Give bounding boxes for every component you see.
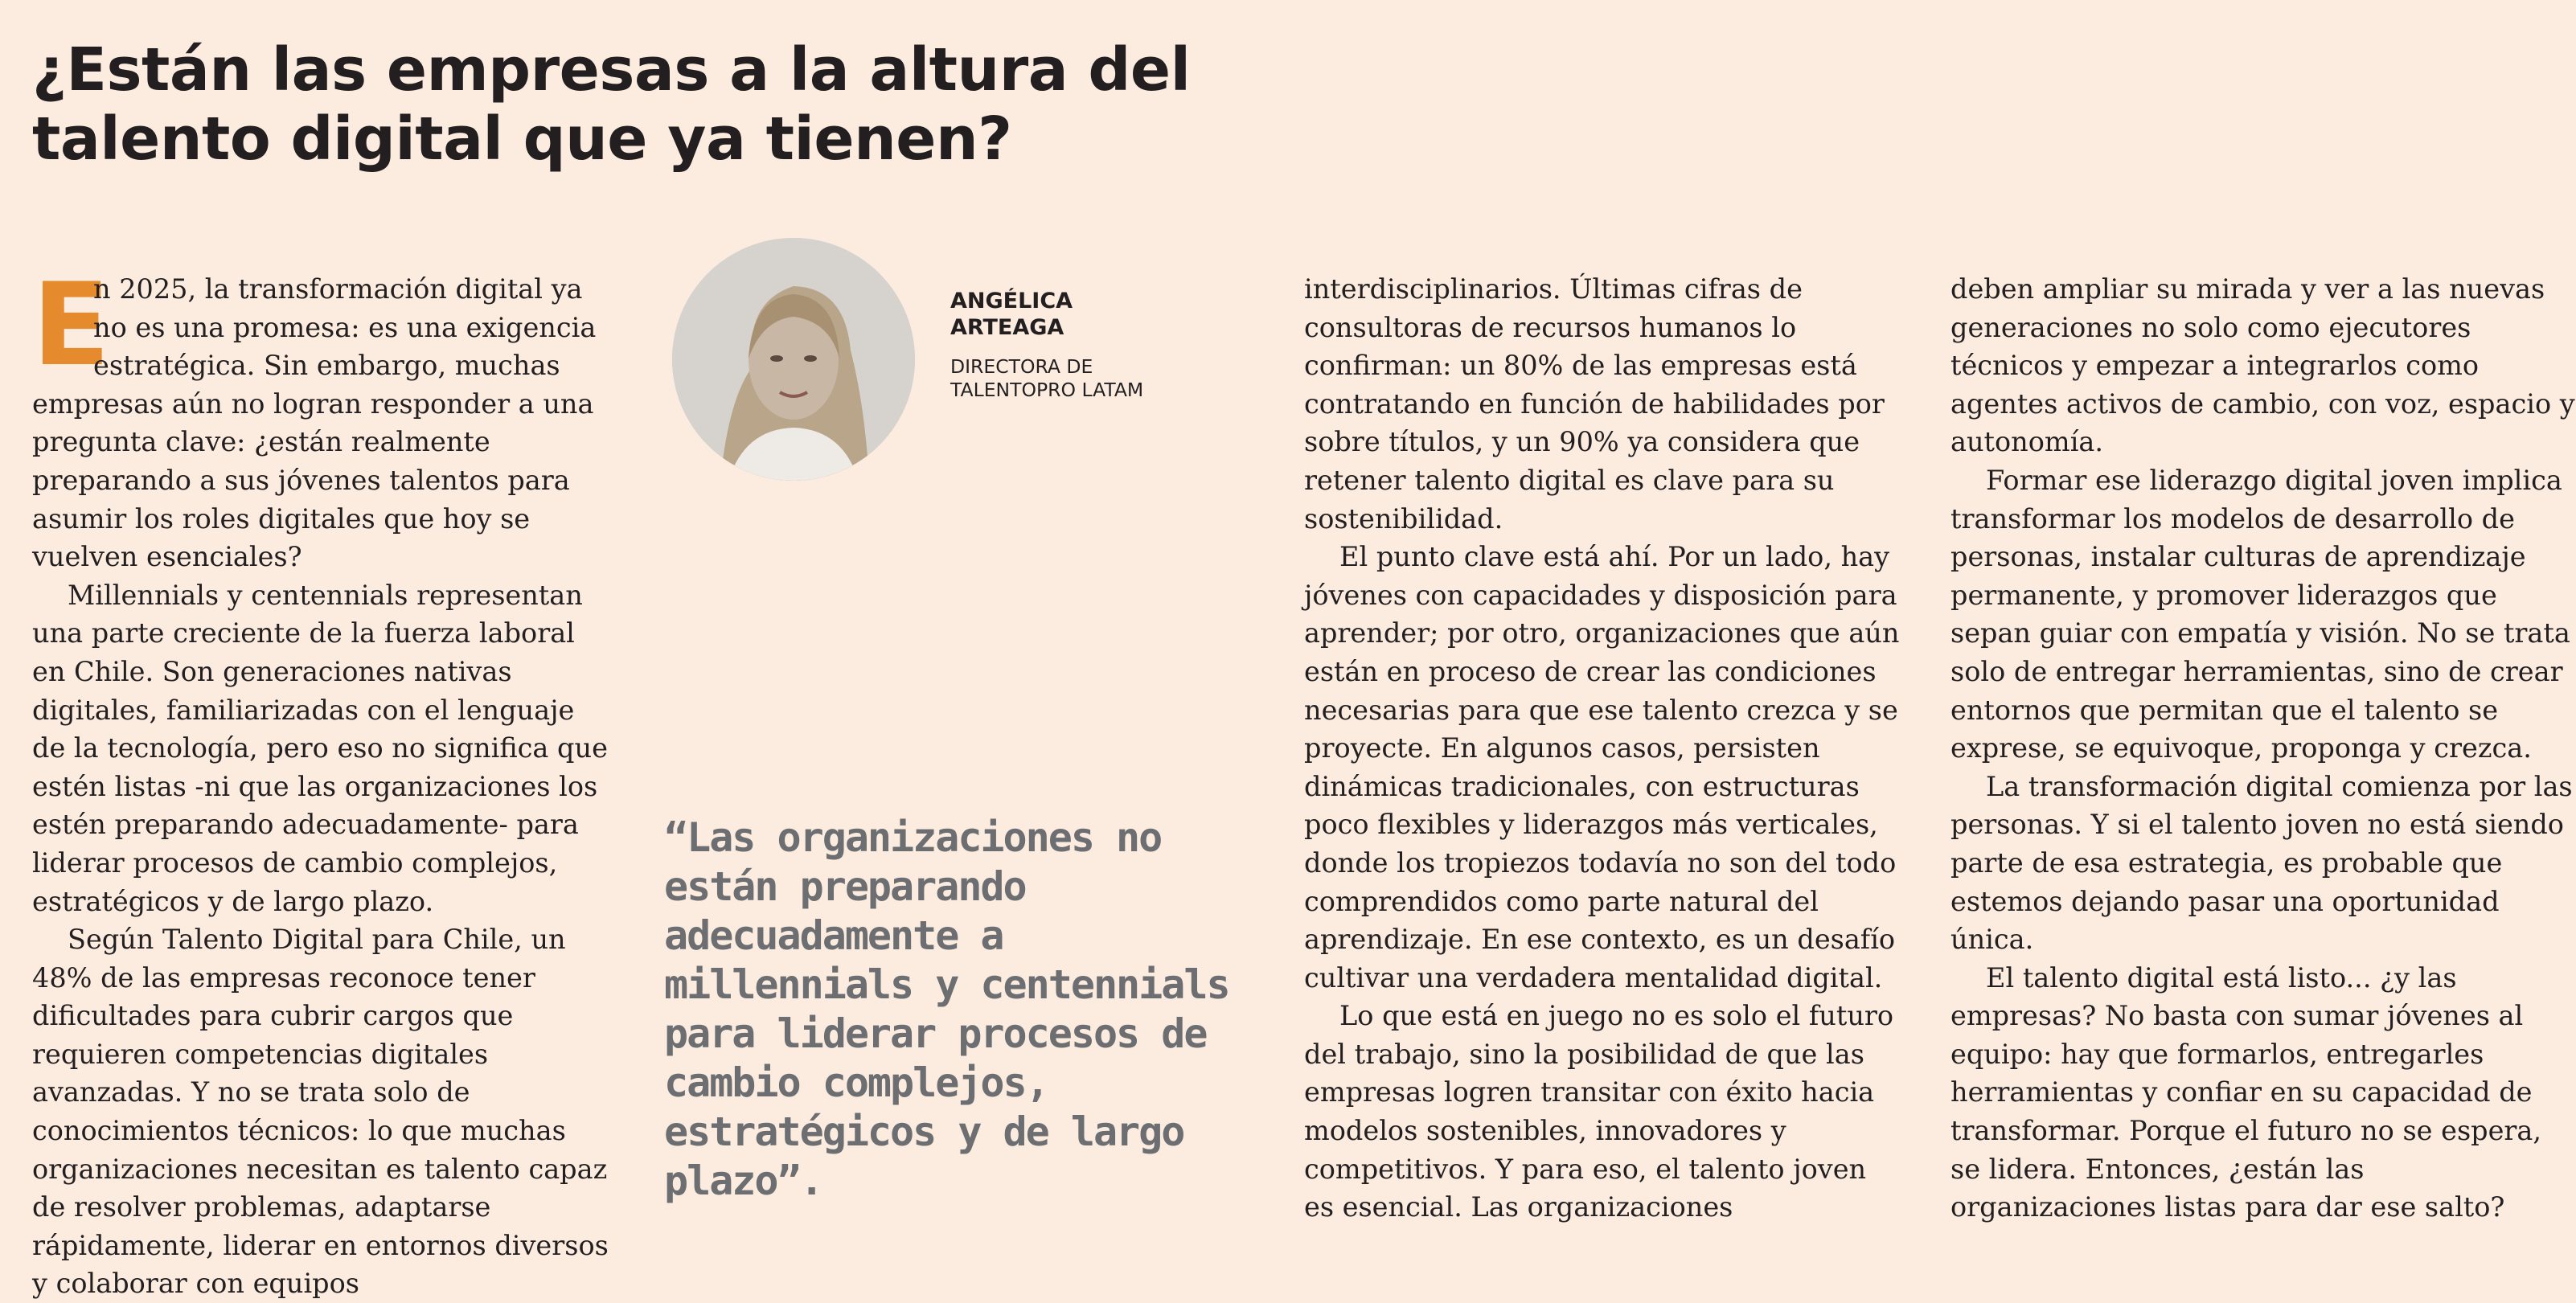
paragraph-hr-data: interdisciplinarios. Últimas cifras de consultoras de recursos humanos lo confirman: un 80% de las empresas está contratando en función de habilidades por sobre títulos, y un 90% ya considera que retener talento digital es clave para su sostenibilidad. <box>1304 273 1885 535</box>
paragraph-stakes: Lo que está en juego no es solo el futuro del trabajo, sino la posibilidad de que las empresas logren transitar con éxito hacia modelos sostenibles, innovadores y competitivos. Y para eso, el talento joven es esencial. Las organizaciones <box>1304 1000 1894 1223</box>
headline-line-1: ¿Están las empresas a la altura del <box>32 35 1191 104</box>
pull-quote: “Las organizaciones no están preparando adecuadamente a millennials y centennials para liderar procesos de cambio complejos, estratégicos y de largo plazo”. <box>664 814 1229 1204</box>
author-first-name: ANGÉLICA <box>950 289 1073 313</box>
paragraph-conclusion: El talento digital está listo... ¿y las empresas? No basta con sumar jóvenes al equipo: hay que formarlos, entregarles herramientas y confiar en su capacidad de transformar. Porque el futuro no se espera, se lidera. Entonces, ¿están las organizaciones listas para dar ese salto? <box>1950 961 2542 1223</box>
paragraph-intro: n 2025, la transformación digital ya no es una promesa: es una exigencia estratégica. Sin embargo, muchas empresas aún no logran responder a una pregunta clave: ¿están realmente preparando a sus jóvenes talentos para asumir los roles digitales que hoy se vuelven esenciales? <box>32 273 597 573</box>
paragraph-leadership: Formar ese liderazgo digital joven implica transformar los modelos de desarrollo de personas, instalar culturas de aprendizaje permanente, y promover liderazgos que sepan guiar con empatía y visión. No se trata solo de entregar herramientas, sino de crear entornos que permitan que el talento se exprese, se equivoque, proponga y crezca. <box>1950 464 2570 764</box>
column-1 <box>32 259 611 1303</box>
paragraph-key-point: El punto clave está ahí. Por un lado, hay jóvenes con capacidades y disposición para aprender; por otro, organizaciones que aún están en proceso de crear las condiciones necesarias para que ese talento crezca y se proyecte. En algunos casos, persisten dinámicas tradicionales, con estructuras poco flexibles y liderazgos más verticales, donde los tropiezos todavía no son del todo comprendidos como parte natural del aprendizaje. En ese contexto, es un desafío cultivar una verdadera mentalidad digital. <box>1304 541 1900 994</box>
author-role <box>950 355 1143 402</box>
author-role-line-2: TALENTOPRO LATAM <box>950 379 1144 401</box>
author-last-name: ARTEAGA <box>950 315 1064 340</box>
paragraph-generations: Millennials y centennials representan una parte creciente de la fuerza laboral en Chile. Son generaciones nativas digitales, familiarizadas con el lenguaje de la tecnología, pero eso no significa que estén listas -ni que las organizaciones los estén preparando adecuadamente- para liderar procesos de cambio complejos, estratégicos y de largo plazo. <box>32 579 608 917</box>
paragraph-broaden-view: deben ampliar su mirada y ver a las nuevas generaciones no solo como ejecutores técnicos y empezar a integrarlos como agentes activos de cambio, con voz, espacio y autonomía. <box>1950 273 2575 458</box>
paragraph-people: La transformación digital comienza por las personas. Y si el talento joven no está siendo parte de esa estrategia, es probable que estemos dejando pasar una oportunidad única. <box>1950 770 2573 956</box>
headline <box>32 35 1238 174</box>
column-3 <box>1304 270 1901 1227</box>
drop-cap: E <box>32 259 111 391</box>
portrait-illustration <box>672 238 915 481</box>
author-portrait <box>672 238 915 481</box>
paragraph-statistics: Según Talento Digital para Chile, un 48% de las empresas reconoce tener dificultades para cubrir cargos que requieren competencias digitales avanzadas. Y no se trata solo de conocimientos técnicos: lo que muchas organizaciones necesitan es talento capaz de resolver problemas, adaptarse rápidamente, liderar en entornos diversos y colaborar con equipos <box>32 924 609 1300</box>
column-4 <box>1950 270 2576 1227</box>
author-name <box>950 288 1073 341</box>
headline-line-2: talento digital que ya tienen? <box>32 104 1012 174</box>
author-role-line-1: DIRECTORA DE <box>950 355 1093 378</box>
